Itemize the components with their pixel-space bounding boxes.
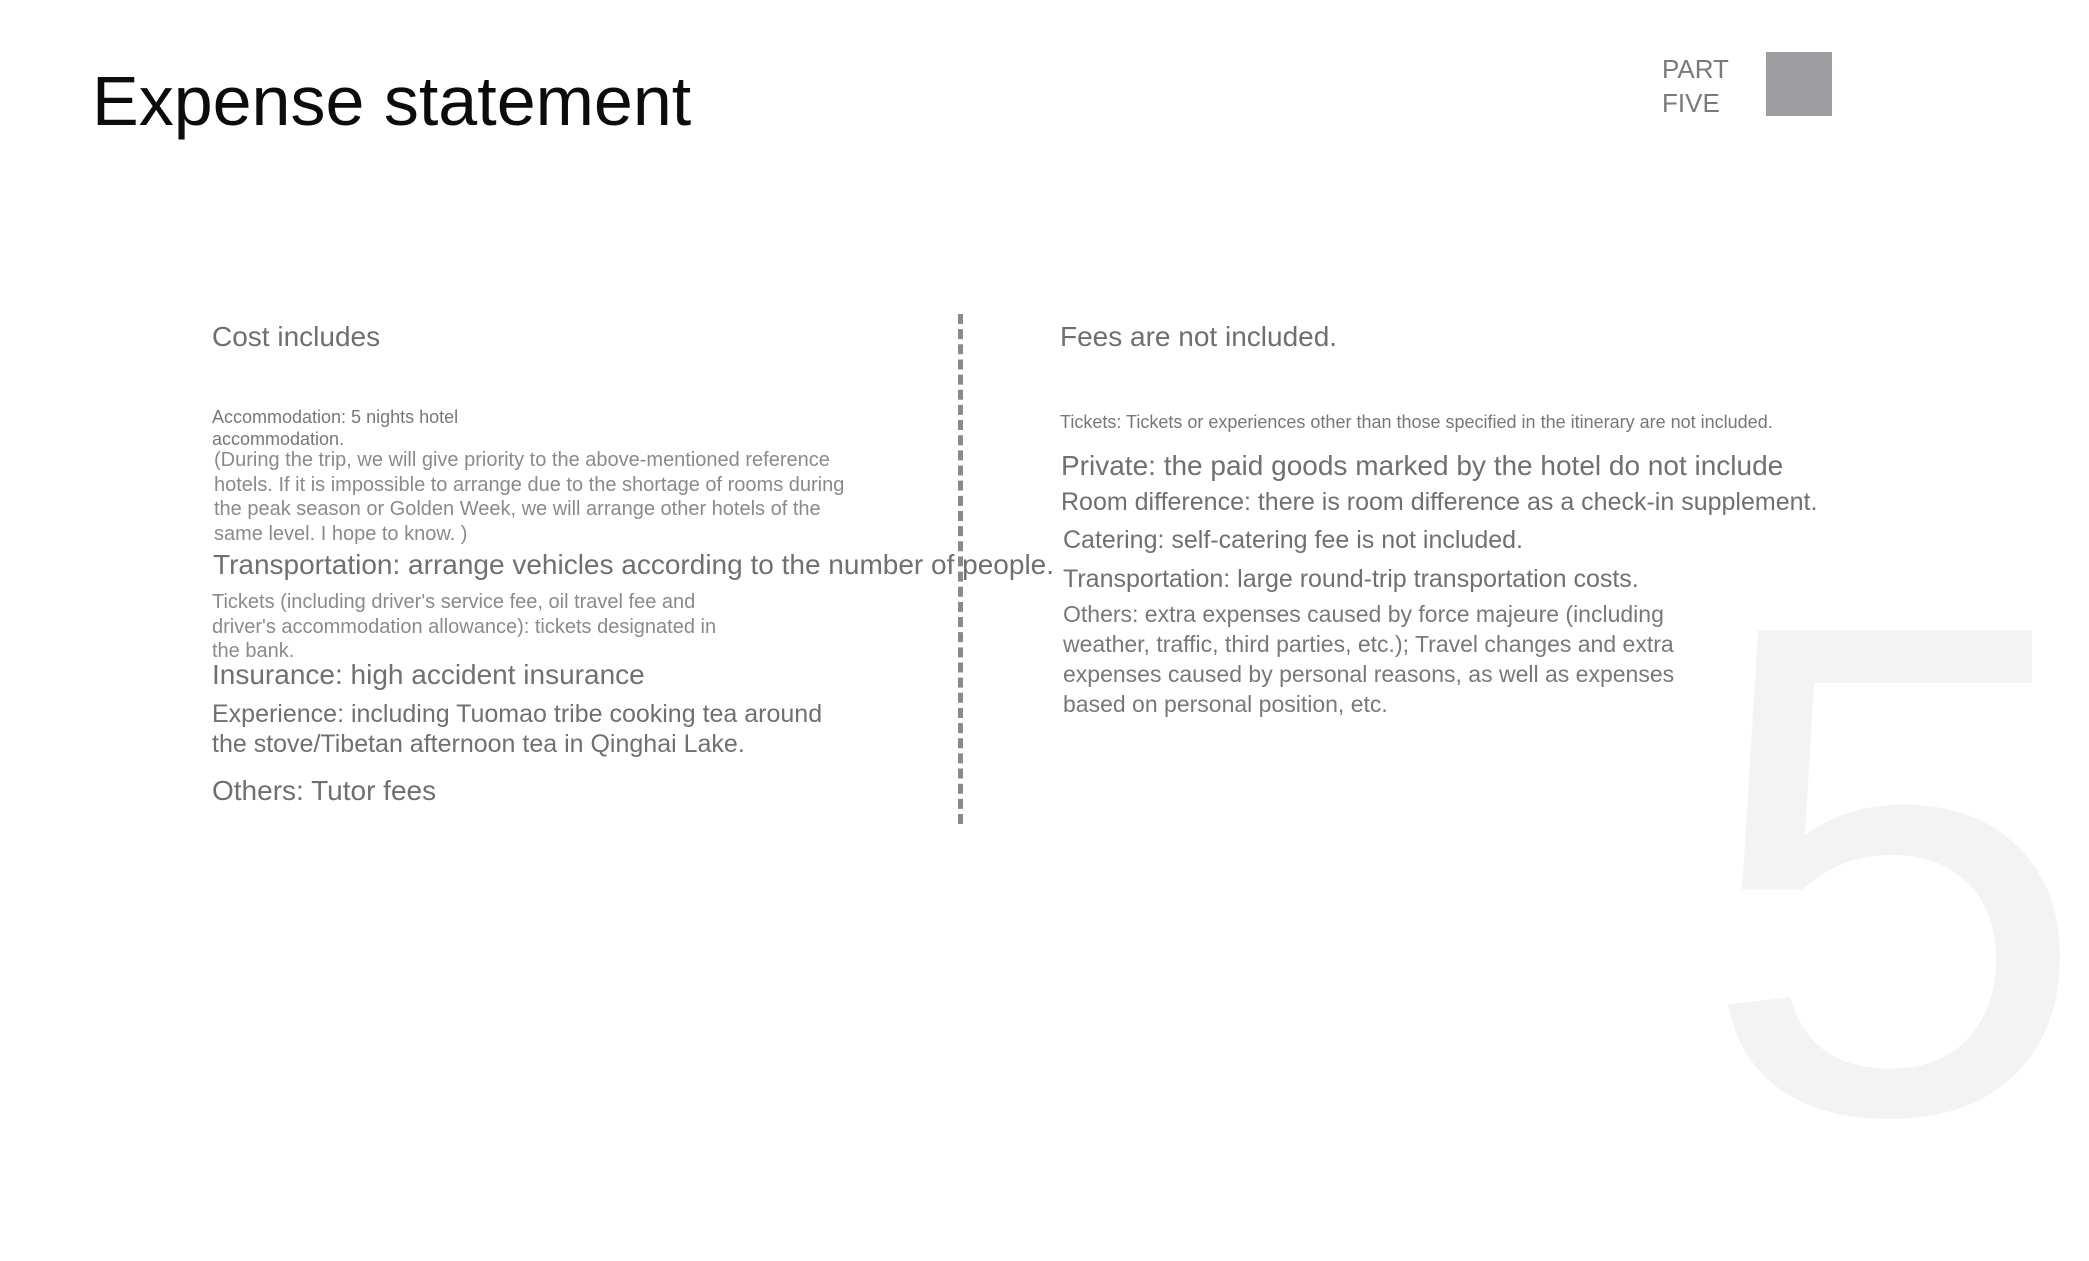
fees-not-included-heading: Fees are not included.: [1060, 321, 1338, 352]
private-text: Private: the paid goods marked by the hotel do not include: [1061, 450, 1784, 481]
accommodation-text: Accommodation: 5 nights hotel accommodation.: [212, 407, 459, 449]
experience-text: Experience: including Tuomao tribe cooking tea around the stove/Tibetan afternoon tea in Qinghai Lake.: [212, 700, 823, 758]
part-square-decoration: [1766, 52, 1832, 116]
part-label-line1: PART: [1662, 54, 1729, 84]
excluded-others-text: Others: extra expenses caused by force majeure (including weather, traffic, third parties, etc.); Travel changes and extra expenses caused by personal reasons, as well as expenses based on personal position, etc.: [1063, 601, 1675, 717]
catering-text: Catering: self-catering fee is not included.: [1063, 526, 1523, 554]
part-label-line2: FIVE: [1662, 88, 1720, 118]
section-number-watermark: 5: [1700, 479, 2089, 1261]
transportation-text: Transportation: arrange vehicles according to the number of people.: [213, 549, 1055, 580]
excluded-transportation-text: Transportation: large round-trip transportation costs.: [1063, 565, 1639, 593]
insurance-text: Insurance: high accident insurance: [212, 659, 645, 690]
part-label: [1662, 52, 1729, 120]
excluded-tickets-text: Tickets: Tickets or experiences other than those specified in the itinerary are not included.: [1060, 412, 1773, 432]
others-text: Others: Tutor fees: [212, 775, 437, 806]
cost-includes-heading: Cost includes: [212, 321, 381, 352]
accommodation-note: (During the trip, we will give priority to the above-mentioned reference hotels. If it is impossible to arrange due to the shortage of rooms during the peak season or Golden Week, we will arrange other hotels of the same level. I hope to know. ): [214, 449, 845, 545]
page-title: Expense statement: [92, 62, 692, 140]
room-difference-text: Room difference: there is room difference as a check-in supplement.: [1061, 488, 1818, 516]
tickets-text: Tickets (including driver's service fee, oil travel fee and driver's accommodation allowance): tickets designated in the bank.: [212, 591, 717, 662]
